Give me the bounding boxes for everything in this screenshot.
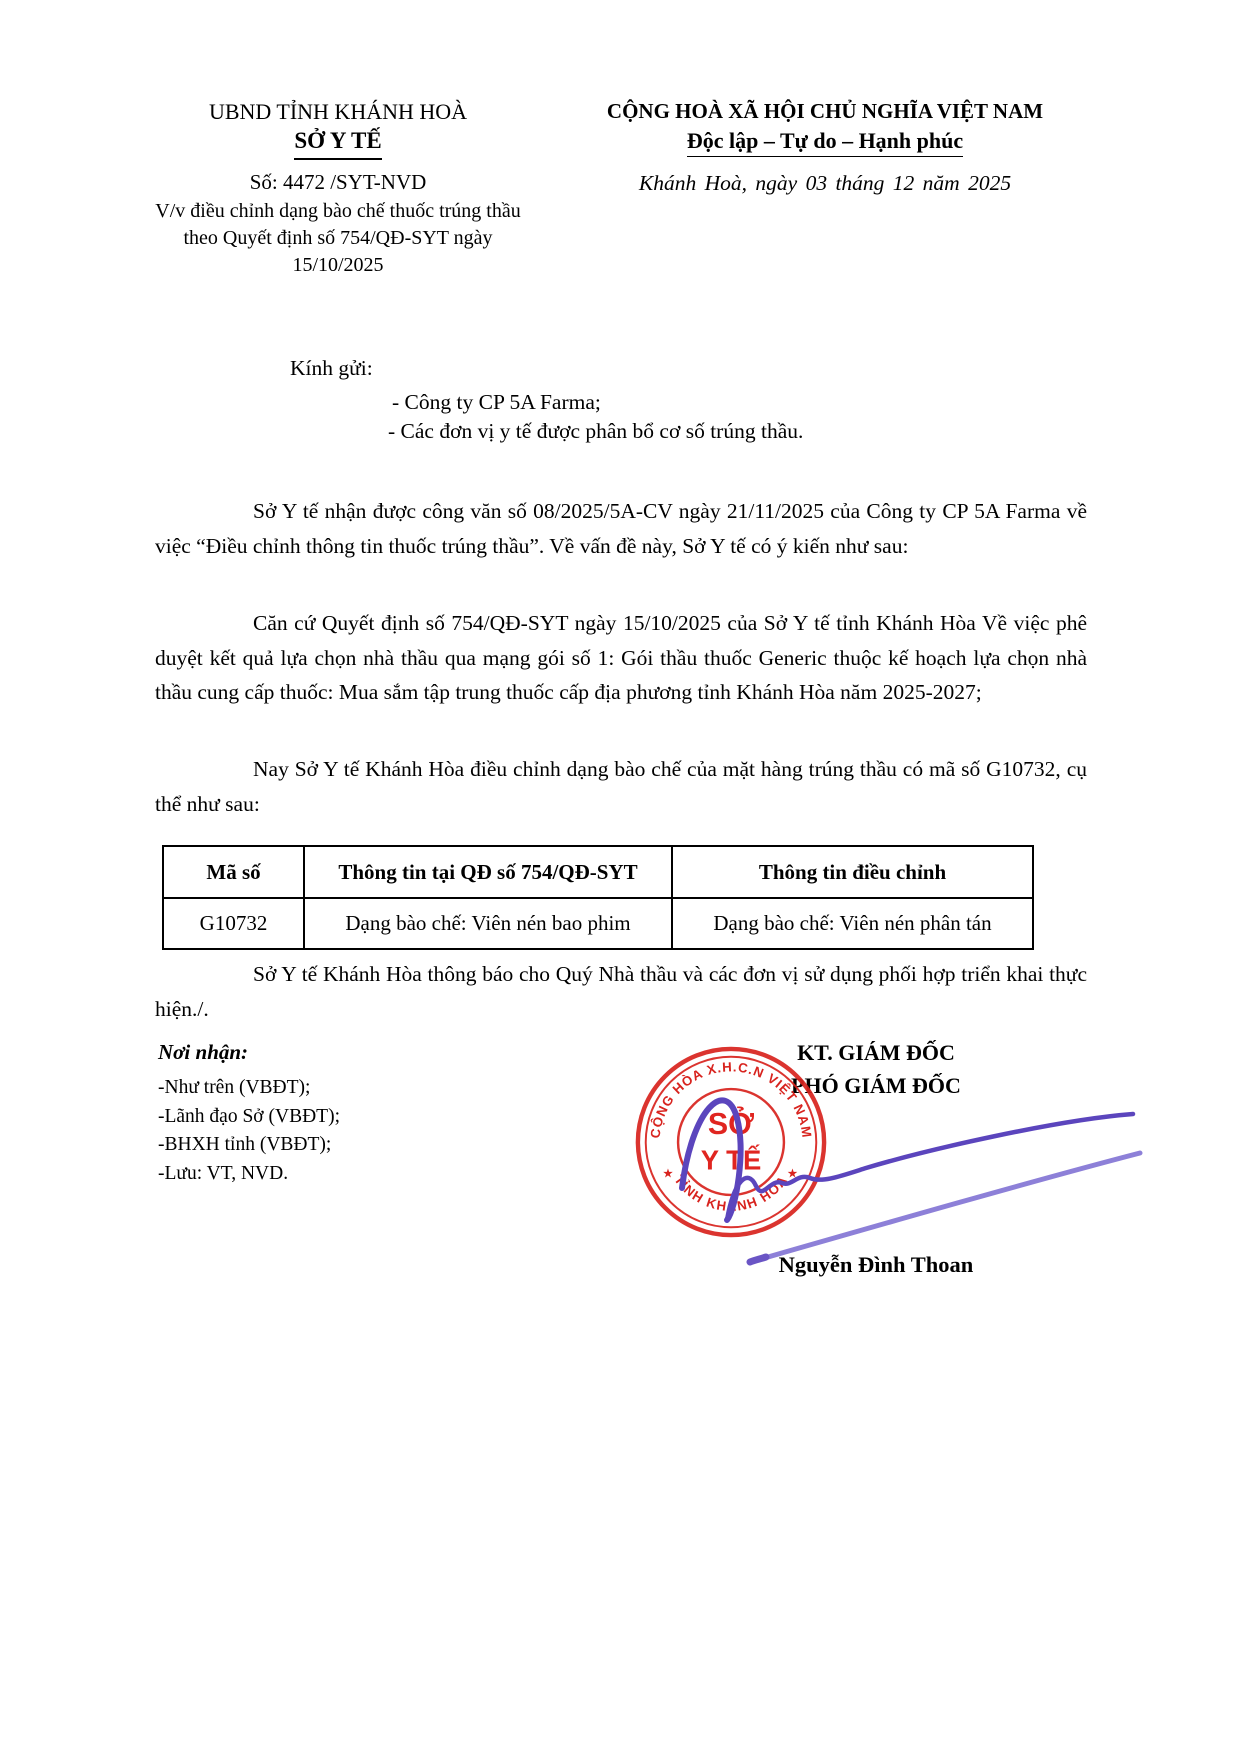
- stamp-star-icon: ★: [786, 1166, 799, 1181]
- recipient-line: - Công ty CP 5A Farma;: [392, 390, 601, 414]
- body-paragraph: Sở Y tế nhận được công văn số 08/2025/5A-CV ngày 21/11/2025 của Công ty CP 5A Farma về việc “Điều chỉnh thông tin thuốc trúng thầu”. Về vấn đề này, Sở Y tế có ý kiến như sau:: [155, 499, 1087, 558]
- distribution-list: [158, 1074, 340, 1188]
- distribution-item: -Lãnh đạo Sở (VBĐT);: [158, 1105, 340, 1127]
- body-paragraph: Nay Sở Y tế Khánh Hòa điều chỉnh dạng bào chế của mặt hàng trúng thầu có mã số G10732, cụ thể như sau:: [155, 757, 1087, 816]
- body-paragraph: Căn cứ Quyết định số 754/QĐ-SYT ngày 15/10/2025 của Sở Y tế tỉnh Khánh Hòa Về việc phê duyệt kết quả lựa chọn nhà thầu qua mạng gói số 1: Gói thầu thuốc Generic thuộc kế hoạch lựa chọn nhà thầu cung cấp thuốc: Mua sắm tập trung thuốc cấp địa phương tỉnh Khánh Hòa năm 2025-2027;: [155, 611, 1087, 704]
- header-right: [560, 98, 1090, 197]
- distribution-item: -BHXH tỉnh (VBĐT);: [158, 1134, 332, 1155]
- stamp-center-text: SỞ: [707, 1107, 755, 1142]
- distribution-item: -Như trên (VBĐT);: [158, 1077, 311, 1098]
- column-header-original-info: Thông tin tại QĐ số 754/QĐ-SYT: [304, 846, 672, 898]
- stamp-ring-text-bottom: TỈNH KHÁNH HÒA: [671, 1172, 791, 1214]
- closing-paragraph: Sở Y tế Khánh Hòa thông báo cho Quý Nhà thầu và các đơn vị sử dụng phối hợp triển khai thực hiện./.: [155, 962, 1087, 1021]
- stamp-star-icon: ★: [662, 1166, 674, 1181]
- document-subject: V/v điều chỉnh dạng bào chế thuốc trúng thầu theo Quyết định số 754/QĐ-SYT ngày 15/10/2025: [155, 200, 521, 276]
- distribution-label: Nơi nhận:: [158, 1040, 249, 1064]
- issuing-authority: SỞ Y TẾ: [138, 126, 538, 160]
- cell-adjusted-info: Dạng bào chế: Viên nén phân tán: [672, 898, 1033, 949]
- table-row: [163, 898, 1033, 949]
- issuing-authority-parent: UBND TỈNH KHÁNH HOÀ: [208, 99, 468, 124]
- signature-title: KT. GIÁM ĐỐC: [797, 1040, 955, 1065]
- column-header-adjusted-info: Thông tin điều chỉnh: [672, 846, 1033, 898]
- signature-subtitle: PHÓ GIÁM ĐỐC: [791, 1073, 961, 1098]
- column-header-code: Mã số: [163, 846, 304, 898]
- stamp-ring-text-top: CỘNG HÒA X.H.C.N VIỆT NAM: [647, 1059, 815, 1140]
- cell-original-info: Dạng bào chế: Viên nén bao phim: [304, 898, 672, 949]
- stamp-center-text: Y TẾ: [700, 1144, 762, 1176]
- adjustment-table: [162, 845, 1034, 950]
- header-left: [138, 98, 538, 279]
- national-title: CỘNG HOÀ XÃ HỘI CHỦ NGHĨA VIỆT NAM: [606, 99, 1044, 123]
- signer-name: Nguyễn Đình Thoan: [778, 1252, 974, 1277]
- document-number: Số: 4472 /SYT-NVD: [249, 170, 427, 194]
- place-date-line: Khánh Hoà, ngày 03 tháng 12 năm 2025: [638, 171, 1012, 195]
- signature-ink: [636, 1058, 1156, 1276]
- national-motto: Độc lập – Tự do – Hạnh phúc: [560, 127, 1090, 157]
- cell-code: G10732: [163, 898, 304, 949]
- distribution-item: -Lưu: VT, NVD.: [158, 1162, 289, 1184]
- table-header-row: [163, 846, 1033, 898]
- recipient-line: - Các đơn vị y tế được phân bổ cơ số trúng thầu.: [388, 419, 804, 443]
- salutation-label: Kính gửi:: [290, 356, 373, 380]
